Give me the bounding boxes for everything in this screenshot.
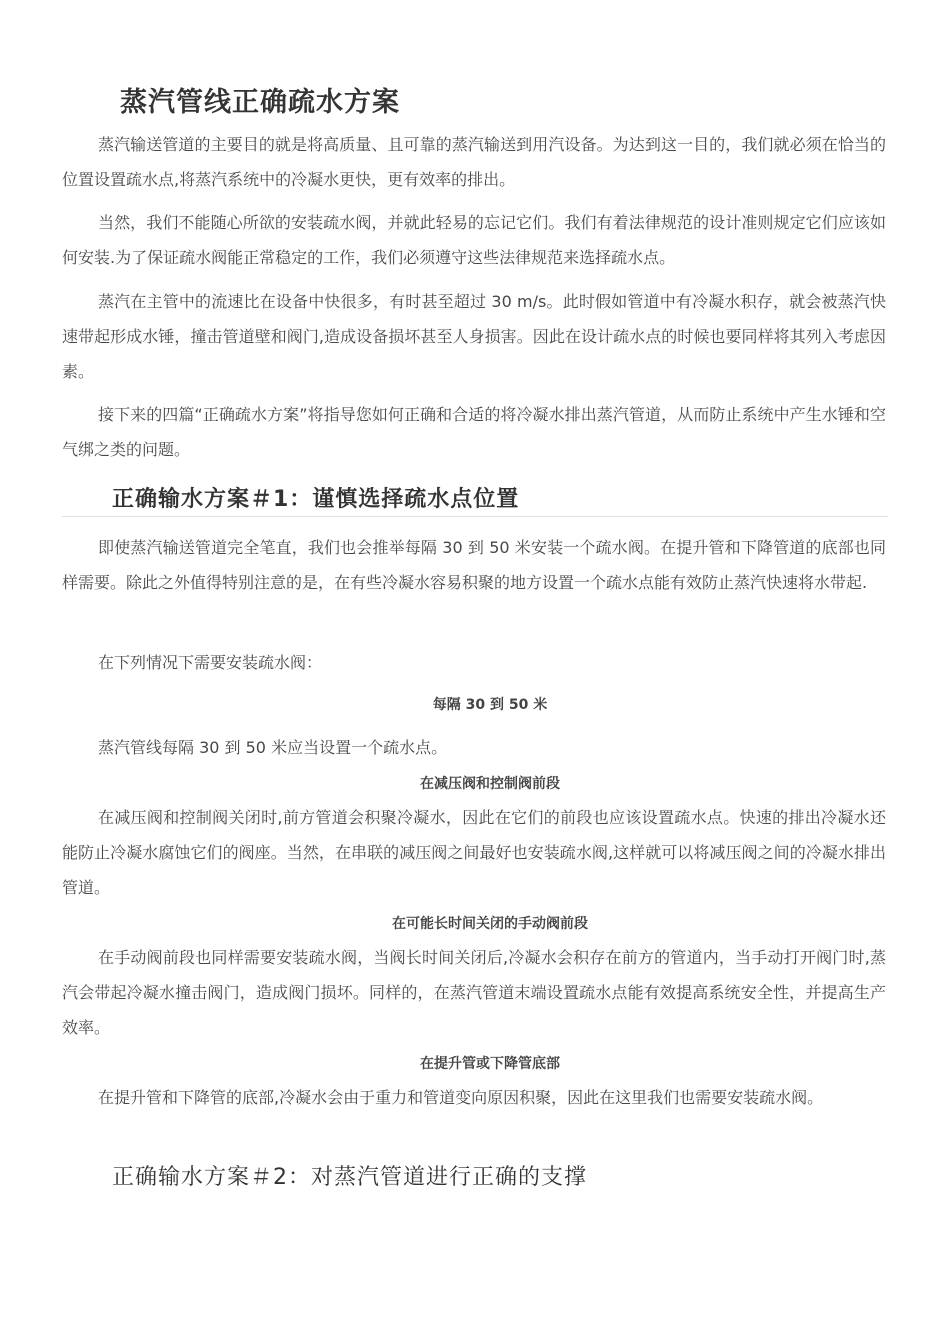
section-1-paragraph-2: 在下列情况下需要安装疏水阀： [98,653,323,672]
item-text-every-30-50m: 蒸汽管线每隔 30 到 50 米应当设置一个疏水点。 [98,738,448,757]
intro-paragraph-4: 接下来的四篇“正确疏水方案”将指导您如何正确和合适的将冷凝水排出蒸汽管道，从而防止系统中产生水锤和空气绑之类的问题。 [62,405,886,459]
subheading-before-pressure-valves: 在减压阀和控制阀前段 [420,776,560,792]
intro-paragraph-3: 蒸汽在主管中的流速比在设备中快很多，有时甚至超过 30 m/s。此时假如管道中有冷凝水积存，就会被蒸汽快速带起形成水锤，撞击管道壁和阀门,造成设备损坏甚至人身损害。因此在设计疏水点的时候也要同样将其列入考虑因素。 [62,292,886,381]
intro-paragraph-2: 当然，我们不能随心所欲的安装疏水阀，并就此轻易的忘记它们。我们有着法律规范的设计准则规定它们应该如何安装.为了保证疏水阀能正常稳定的工作，我们必须遵守这些法律规范来选择疏水点。 [62,213,886,267]
section-1-heading: 正确输水方案＃1：谨慎选择疏水点位置 [112,487,520,512]
section-divider [62,516,888,517]
subheading-before-manual-valves: 在可能长时间关闭的手动阀前段 [392,916,588,932]
item-text-riser-bottom: 在提升管和下降管的底部,冷凝水会由于重力和管道变向原因积聚，因此在这里我们也需要安装疏水阀。 [98,1088,824,1107]
subheading-riser-bottom: 在提升管或下降管底部 [420,1056,560,1072]
section-1-paragraph-1: 即使蒸汽输送管道完全笔直，我们也会推举每隔 30 到 50 米安装一个疏水阀。在提升管和下降管道的底部也同样需要。除此之外值得特别注意的是，在有些冷凝水容易积聚的地方设置一个疏水点能有效防止蒸汽快速将水带起. [62,538,886,592]
intro-paragraph-1: 蒸汽输送管道的主要目的就是将高质量、且可靠的蒸汽输送到用汽设备。为达到这一目的，我们就必须在恰当的位置设置疏水点,将蒸汽系统中的冷凝水更快，更有效率的排出。 [62,135,886,189]
item-text-before-manual-valves: 在手动阀前段也同样需要安装疏水阀，当阀长时间关闭后,冷凝水会积存在前方的管道内，当手动打开阀门时,蒸汽会带起冷凝水撞击阀门，造成阀门损坏。同样的，在蒸汽管道末端设置疏水点能有效提高系统安全性，并提高生产效率。 [62,948,886,1037]
item-text-before-pressure-valves: 在减压阀和控制阀关闭时,前方管道会积聚冷凝水，因此在它们的前段也应该设置疏水点。快速的排出冷凝水还能防止冷凝水腐蚀它们的阀座。当然，在串联的减压阀之间最好也安装疏水阀,这样就可以将减压阀之间的冷凝水排出管道。 [62,808,886,897]
subheading-every-30-50m: 每隔 30 到 50 米 [432,697,548,713]
section-2-heading: 正确输水方案＃2：对蒸汽管道进行正确的支撑 [112,1165,587,1190]
page-title: 蒸汽管线正确疏水方案 [120,87,400,118]
